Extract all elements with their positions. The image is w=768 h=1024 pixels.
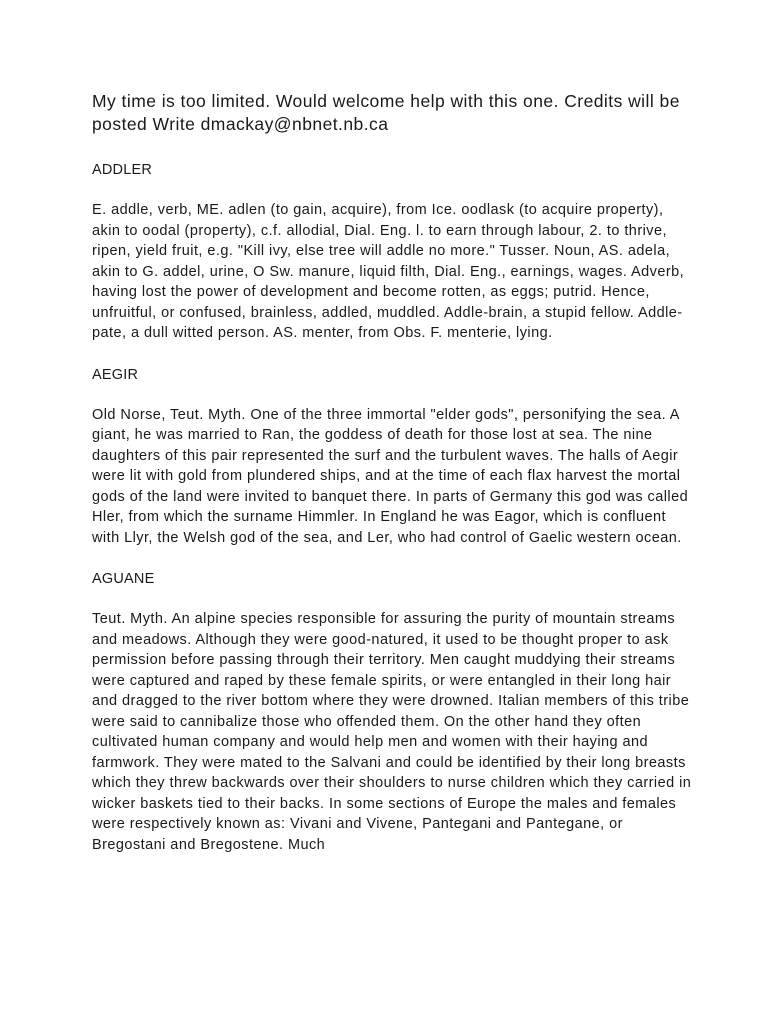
document-page	[92, 90, 692, 876]
dictionary-entry-aguane	[92, 569, 692, 855]
entry-definition: Teut. Myth. An alpine species responsible for assuring the purity of mountain streams and meadows. Although they were good-natured, it used to be thought proper to ask permission before passing through their territory. Men caught muddying their streams were captured and raped by these female spirits, or were entangled in their long hair and dragged to the river bottom where they were drowned. Italian members of this tribe were said to cannibalize those who offended them. On the other hand they often cultivated human company and would help men and women with their haying and farmwork. They were mated to the Salvani and could be identified by their long breasts which they threw backwards over their shoulders to nurse children which they carried in wicker baskets tied to their backs. In some sections of Europe the males and females were respectively known as: Vivani and Vivene, Pantegani and Pantegane, or Bregostani and Bregostene. Much	[92, 611, 692, 853]
intro-note: My time is too limited. Would welcome help with this one. Credits will be posted Write dmackay@nbnet.nb.ca	[92, 91, 680, 134]
entry-term: ADDLER	[92, 162, 153, 178]
dictionary-entry-aegir	[92, 365, 692, 549]
entry-term: AEGIR	[92, 366, 139, 383]
entry-definition: Old Norse, Teut. Myth. One of the three immortal "elder gods", personifying the sea. A giant, he was married to Ran, the goddess of death for those lost at sea. The nine daughters of this pair represented the surf and the turbulent waves. The halls of Aegir were lit with gold from plundered ships, and at the time of each flax harvest the mortal gods of the land were invited to banquet there. In parts of Germany this god was called Hler, from which the surname Himmler. In England he was Eagor, which is confluent with Llyr, the Welsh god of the sea, and Ler, who had control of Gaelic western ocean.	[92, 406, 689, 546]
entry-definition: E. addle, verb, ME. adlen (to gain, acquire), from Ice. oodlask (to acquire property), akin to oodal (property), c.f. allodial, Dial. Eng. l. to earn through labour, 2. to thrive, ripen, yield fruit, e.g. "Kill ivy, else tree will addle no more." Tusser. Noun, AS. adela, akin to G. addel, urine, O Sw. manure, liquid filth, Dial. Eng., earnings, wages. Adverb, having lost the power of development and become rotten, as eggs; putrid. Hence, unfruitful, or confused, brainless, addled, muddled. Addle-brain, a stupid fellow. Addle-pate, a dull witted person. AS. menter, from Obs. F. menterie, lying.	[92, 202, 685, 341]
dictionary-entry-addler	[92, 160, 692, 344]
entry-term: AGUANE	[92, 571, 155, 587]
